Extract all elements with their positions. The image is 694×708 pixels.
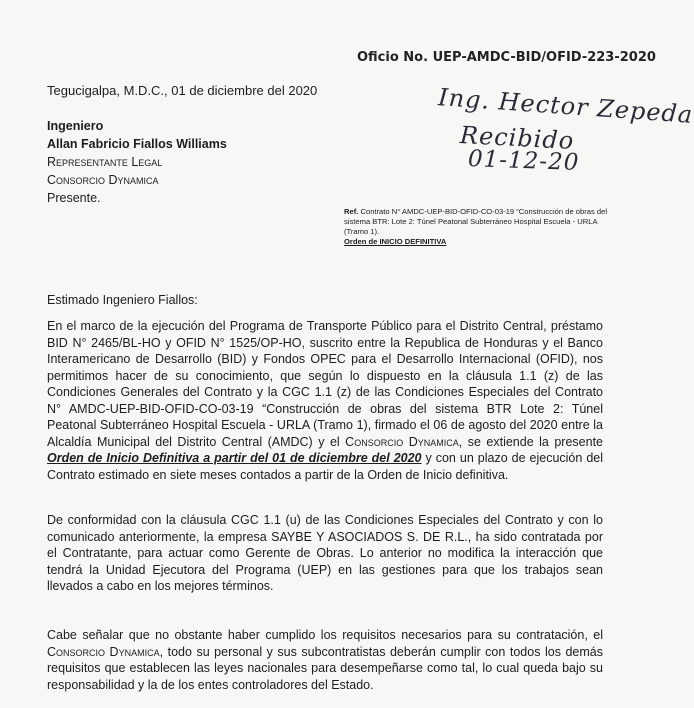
handwritten-date: 01-12-20 xyxy=(467,146,580,176)
handwritten-receiver: Ing. Hector Zepeda xyxy=(437,83,694,129)
salutation: Estimado Ingeniero Fiallos: xyxy=(47,293,198,307)
reference-label: Ref. xyxy=(344,207,359,216)
date-line: Tegucigalpa, M.D.C., 01 de diciembre del 2020 xyxy=(47,83,318,98)
recipient-title: Ingeniero xyxy=(47,119,104,133)
paragraph-1-text-a: En el marco de la ejecución del Programa de Transporte Público para el Distrito Central, préstamo BID N° 2465/BL-HO y OFID N° 1525/OP-HO, suscrito entre la Republica de Honduras y el Banco Interamericano de Desarrollo (BID) y Fondos OPEC para el Desarrollo Internacional (OFID), nos permitimos hacer de su conocimiento, que según lo dispuesto en la cláusula 1.1 (z) de las Condiciones Generales del Contrato y la CGC 1.1 (z) de las Condiciones Especiales del Contrato N° AMDC-UEP-BID-OFID-CO-03-19 “Construcción de obras del sistema BTR Lote 2: Túnel Peatonal Subterráneo Hospital Escuela - URLA (Tramo 1), firmado el 06 de agosto del 2020 entre la Alcaldía Municipal del Distrito Central (AMDC) y el xyxy=(47,319,603,449)
recipient-presente: Presente. xyxy=(47,191,101,205)
paragraph-3-text-a: Cabe señalar que no obstante haber cumplido los requisitos necesarios para su contratación, el xyxy=(47,628,603,642)
paragraph-1 xyxy=(47,318,603,483)
paragraph-3-text-b: , todo su personal y sus subcontratistas deberán cumplir con todos los demás requisitos que establecen las leyes nacionales para desempeñarse como tal, lo cual queda bajo su responsabilidad y la de los entes controladores del Estado. xyxy=(47,644,603,692)
reference-text: Contrato N° AMDC-UEP-BID-OFID-CO-03-19 “Construcción de obras del sistema BTR: Lote 2: Túnel Peatonal Subterráneo Hospital Escuela - URLA (Tramo 1). xyxy=(344,207,608,236)
paragraph-1-text-c: y con un plazo de ejecución del Contrato estimado en siete meses contados a partir de la Orden de Inicio definitiva. xyxy=(47,451,603,482)
recipient-name: Allan Fabricio Fiallos Williams xyxy=(47,137,227,151)
handwritten-received: Recibido xyxy=(459,121,575,155)
paragraph-1-company: Consorcio Dynamica xyxy=(345,434,459,449)
recipient-company: Consorcio Dynamica xyxy=(47,173,159,187)
reference-block xyxy=(344,207,609,247)
recipient-role: Representante Legal xyxy=(47,155,163,169)
paragraph-1-emphasis: Orden de Inicio Definitiva a partir del 01 de diciembre del 2020 xyxy=(47,451,422,465)
reference-subject: Orden de INICIO DEFINITIVA xyxy=(344,237,447,246)
recipient-block xyxy=(47,117,227,207)
oficio-number: Oficio No. UEP-AMDC-BID/OFID-223-2020 xyxy=(357,50,656,65)
paragraph-1-text-b: , se extiende la presente xyxy=(458,434,604,449)
paragraph-2: De conformidad con la cláusula CGC 1.1 (u) de las Condiciones Especiales del Contrato y con lo comunicado anteriormente, la empresa SAYBE Y ASOCIADOS S. DE R.L., ha sido contratada por el Contratante, para actuar como Gerente de Obras. Lo anterior no modifica la interacción que tendrá la Unidad Ejecutora del Programa (UEP) en las gestiones para que los trabajos sean llevados a cabo en los mejores términos. xyxy=(47,513,603,593)
paragraph-3 xyxy=(47,627,603,693)
paragraph-3-company: Consorcio Dynamica xyxy=(47,644,160,659)
